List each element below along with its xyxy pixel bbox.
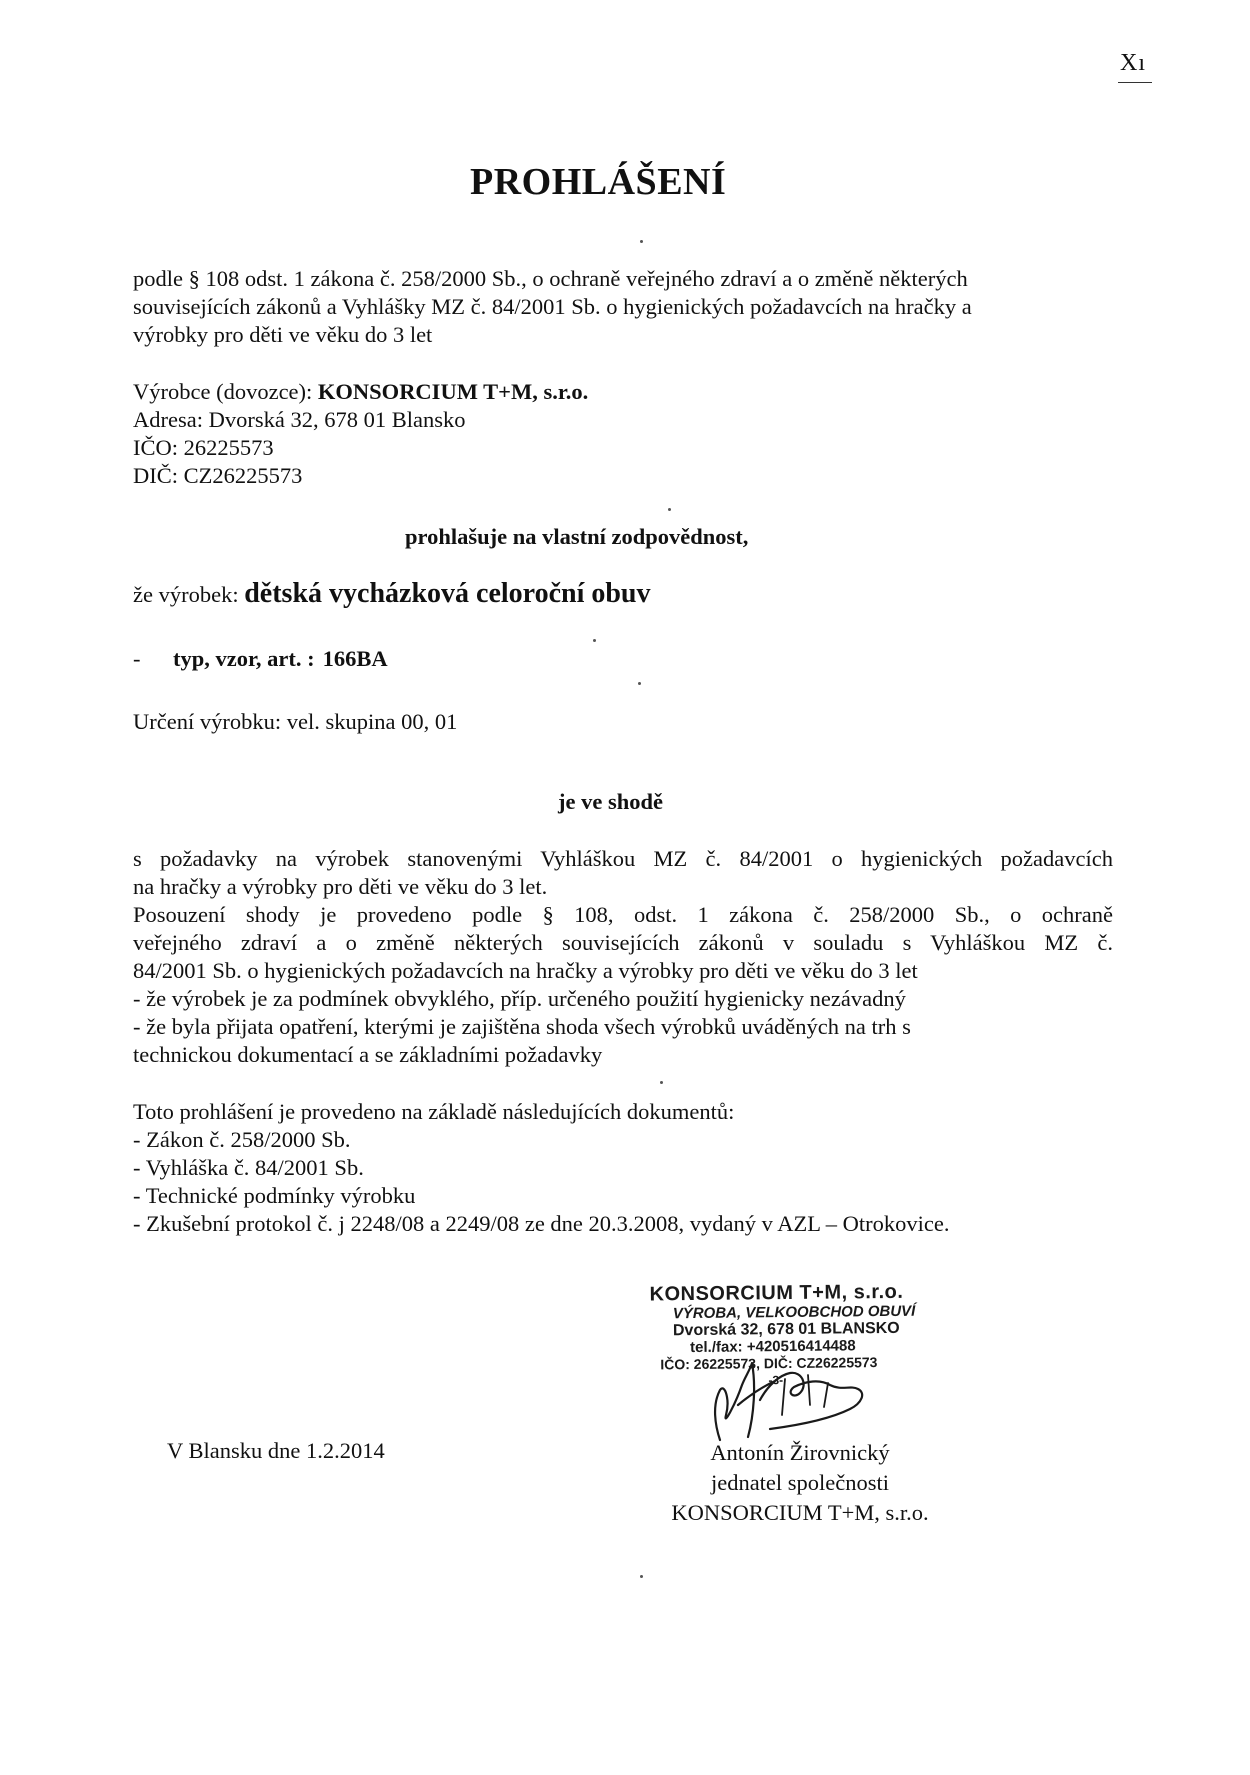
product-type-line [133, 646, 388, 672]
scan-speck [660, 1081, 663, 1084]
basis-line: - Vyhláška č. 84/2001 Sb. [133, 1155, 364, 1180]
body-line: veřejného zdraví a o změně některých souvisejících zákonů v souladu s Vyhláškou MZ č. [133, 930, 1113, 955]
signer-name: Antonín Žirovnický [710, 1440, 890, 1465]
product-name: dětská vycházková celoroční obuv [244, 578, 651, 609]
scan-speck [638, 682, 641, 685]
stamp-ids: IČO: 26225573, DIČ: CZ26225573 [660, 1354, 878, 1373]
manufacturer-dic: DIČ: CZ26225573 [133, 463, 303, 488]
conformity-body [133, 845, 1113, 1069]
intro-line: výrobky pro děti ve věku do 3 let [133, 322, 433, 347]
intro-line: podle § 108 odst. 1 zákona č. 258/2000 Sb., o ochraně veřejného zdraví a o změně některých [133, 266, 968, 291]
product-usage: Určení výrobku: vel. skupina 00, 01 [133, 709, 458, 734]
stamp-company: KONSORCIUM T+M, s.r.o. [649, 1280, 904, 1306]
manufacturer-address: Adresa: Dvorská 32, 678 01 Blansko [133, 407, 466, 432]
stamp-activity: VÝROBA, VELKOOBCHOD OBUVÍ [672, 1302, 916, 1323]
stamp-number: -3- [768, 1373, 784, 1388]
declaration-heading: prohlašuje na vlastní zodpovědnost, [405, 524, 749, 549]
corner-mark: Xı [1120, 50, 1146, 76]
body-line: na hračky a výrobky pro děti ve věku do 3 let. [133, 874, 548, 899]
basis-line: Toto prohlášení je provedeno na základě následujících dokumentů: [133, 1099, 735, 1124]
body-line: - že výrobek je za podmínek obvyklého, příp. určeného použití hygienicky nezávadný [133, 986, 906, 1011]
manufacturer-info [133, 378, 1113, 490]
body-line: 84/2001 Sb. o hygienických požadavcích na hračky a výrobky pro děti ve věku do 3 let [133, 958, 918, 983]
basis-documents [133, 1098, 1113, 1238]
manufacturer-name: KONSORCIUM T+M, s.r.o. [317, 379, 589, 404]
signer-company: KONSORCIUM T+M, s.r.o. [671, 1500, 929, 1525]
place-and-date: V Blansku dne 1.2.2014 [167, 1438, 385, 1463]
scan-speck [593, 639, 596, 642]
scan-speck [668, 508, 671, 511]
document-title: PROHLÁŠENÍ [470, 161, 727, 203]
intro-line: souvisejících zákonů a Vyhlášky MZ č. 84/2001 Sb. o hygienických požadavcích na hračky a [133, 294, 972, 319]
signer-role: jednatel společnosti [710, 1470, 890, 1495]
body-line: - že byla přijata opatření, kterými je zajištěna shoda všech výrobků uváděných na trh s [133, 1014, 911, 1039]
manufacturer-label: Výrobce (dovozce): [133, 379, 318, 404]
signer-block [650, 1438, 950, 1528]
corner-underline [1118, 82, 1152, 83]
type-label: typ, vzor, art. : [173, 646, 315, 671]
body-line: technickou dokumentací a se základními požadavky [133, 1042, 603, 1067]
legal-basis-intro [133, 265, 1113, 349]
stamp-address: Dvorská 32, 678 01 BLANSKO [672, 1319, 900, 1340]
scan-speck [640, 240, 643, 243]
manufacturer-line [133, 378, 1113, 406]
product-line [133, 578, 651, 610]
product-label: že výrobek: [133, 582, 245, 607]
scan-speck [640, 1575, 643, 1578]
basis-line: - Technické podmínky výrobku [133, 1183, 416, 1208]
body-line: s požadavky na výrobek stanovenými Vyhláškou MZ č. 84/2001 o hygienických požadavcích [133, 846, 1113, 871]
manufacturer-ico: IČO: 26225573 [133, 435, 274, 460]
type-value: 166BA [322, 646, 388, 671]
body-line: Posouzení shody je provedeno podle § 108, odst. 1 zákona č. 258/2000 Sb., o ochraně [133, 902, 1113, 927]
basis-line: - Zákon č. 258/2000 Sb. [133, 1127, 351, 1152]
type-dash: - [133, 646, 141, 671]
basis-line: - Zkušební protokol č. j 2248/08 a 2249/08 ze dne 20.3.2008, vydaný v AZL – Otrokovice. [133, 1211, 950, 1236]
stamp-phone: tel./fax: +420516414488 [690, 1337, 856, 1357]
conformity-heading: je ve shodě [558, 789, 663, 814]
